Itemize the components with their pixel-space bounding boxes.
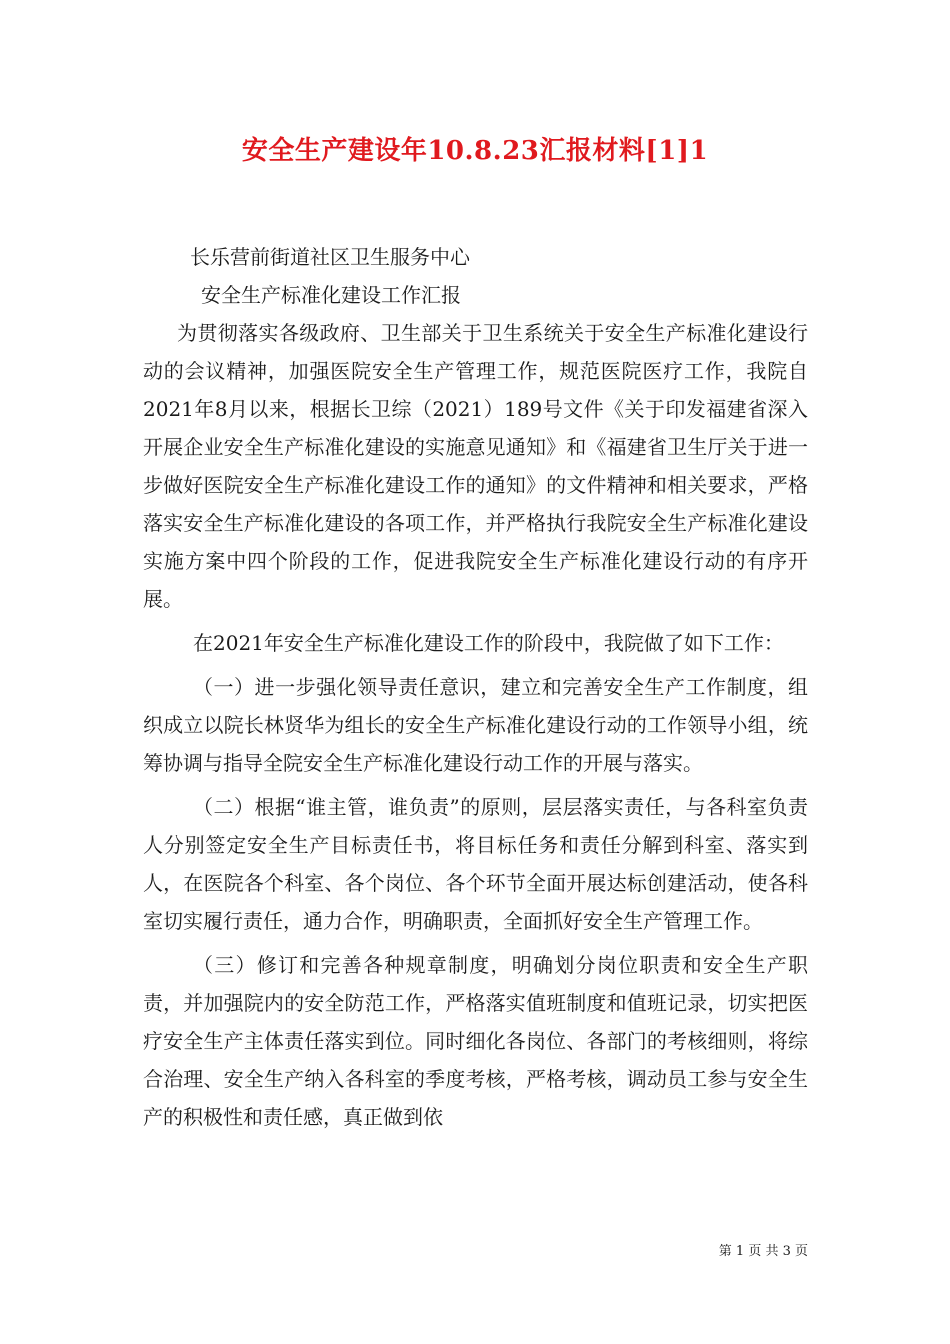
paragraph-item-1: （一）进一步强化领导责任意识，建立和完善安全生产工作制度，组织成立以院长林贤华为组长的安全生产标准化建设行动的工作领导小组，统筹协调与指导全院安全生产标准化建设行动工作的开展与落实。 [143, 675, 808, 775]
paragraph-item-2: （二）根据“谁主管，谁负责”的原则，层层落实责任，与各科室负责人分别签定安全生产目标责任书，将目标任务和责任分解到科室、落实到人，在医院各个科室、各个岗位、各个环节全面开展达标创建活动，使各科室切实履行责任，通力合作，明确职责，全面抓好安全生产管理工作。 [143, 795, 808, 933]
organization-name: 长乐营前街道社区卫生服务中心 [190, 245, 470, 269]
report-subtitle: 安全生产标准化建设工作汇报 [201, 283, 461, 307]
paragraph-item-3: （三）修订和完善各种规章制度，明确划分岗位职责和安全生产职责，并加强院内的安全防范工作，严格落实值班制度和值班记录，切实把医疗安全生产主体责任落实到位。同时细化各岗位、各部门的考核细则，将综合治理、安全生产纳入各科室的季度考核，严格考核，调动员工参与安全生产的积极性和责任感，真正做到依 [143, 953, 808, 1129]
page-number: 第 1 页 共 3 页 [718, 1244, 808, 1259]
document-title: 安全生产建设年10.8.23汇报材料[1]1 [241, 136, 709, 166]
document-body [143, 238, 808, 1136]
paragraph-summary: 在2021年安全生产标准化建设工作的阶段中，我院做了如下工作： [193, 631, 784, 655]
paragraph-intro: 为贯彻落实各级政府、卫生部关于卫生系统关于安全生产标准化建设行动的会议精神，加强医院安全生产管理工作，规范医院医疗工作，我院自2021年8月以来，根据长卫综（2021）189号文件《关于印发福建省深入开展企业安全生产标准化建设的实施意见通知》和《福建省卫生厅关于进一步做好医院安全生产标准化建设工作的通知》的文件精神和相关要求，严格落实安全生产标准化建设的各项工作，并严格执行我院安全生产标准化建设实施方案中四个阶段的工作，促进我院安全生产标准化建设行动的有序开展。 [143, 321, 808, 611]
